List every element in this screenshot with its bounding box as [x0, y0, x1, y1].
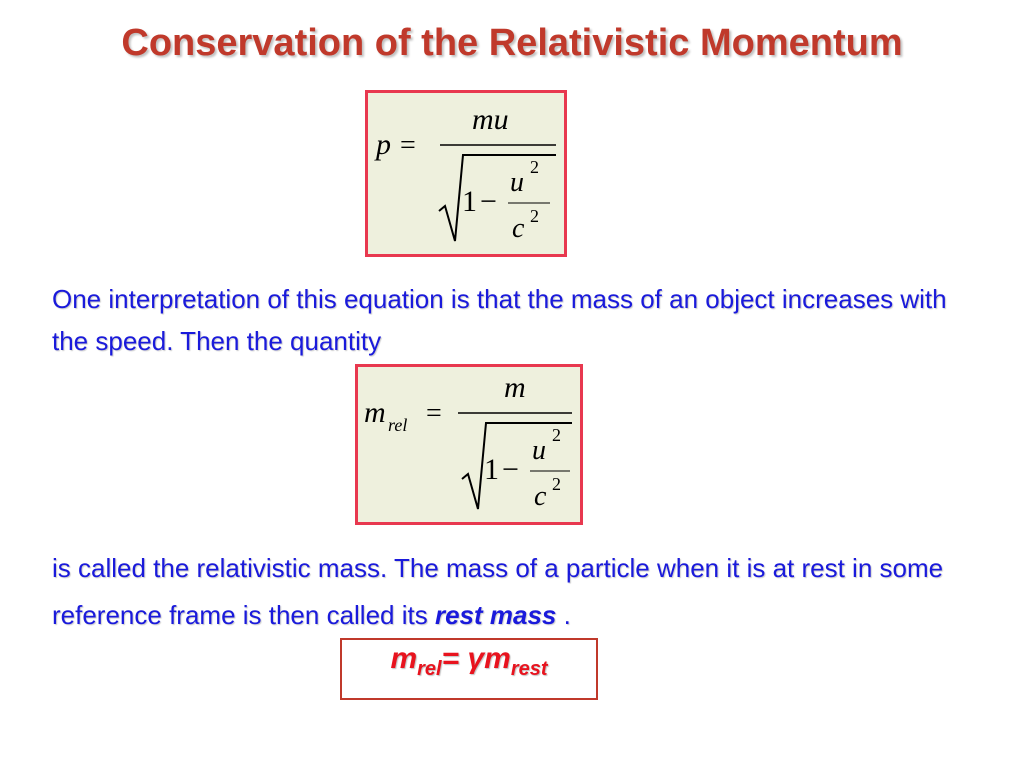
paragraph2-end: . — [556, 600, 571, 630]
paragraph-interpretation: One interpretation of this equation is that the mass of an object increases with the speed. Then the quantity — [52, 284, 947, 356]
eq1-u: u — [510, 167, 524, 198]
momentum-equation — [368, 93, 564, 254]
eq2-one: 1 — [484, 453, 499, 486]
paragraph-relativistic-mass — [52, 545, 992, 639]
eq2-u: u — [532, 435, 546, 466]
slide-title: Conservation of the Relativistic Momentum — [121, 22, 903, 64]
eq1-c: c — [512, 213, 525, 244]
rest-mass-term: rest mass — [434, 600, 557, 630]
eq1-minus: − — [480, 185, 497, 218]
eq2-lhs-sub: rel — [388, 415, 408, 435]
momentum-equation-box — [365, 90, 567, 257]
relativistic-mass-equation — [358, 367, 580, 522]
eq1-lhs: p — [376, 128, 391, 161]
relation-formula — [342, 642, 596, 681]
relation-box — [340, 638, 598, 700]
relation-equals-gamma-m: = γm — [441, 642, 511, 675]
relativistic-mass-equation-box — [355, 364, 583, 525]
eq1-c-exp: 2 — [530, 206, 539, 226]
eq1-numerator: mu — [472, 103, 509, 136]
eq2-c-exp: 2 — [552, 474, 561, 494]
eq2-numerator: m — [504, 371, 526, 404]
relation-sub-rel: rel — [417, 658, 442, 680]
relation-sub-rest: rest — [510, 658, 548, 680]
eq2-lhs: m — [364, 396, 386, 429]
eq1-u-exp: 2 — [530, 157, 539, 177]
eq2-u-exp: 2 — [552, 425, 561, 445]
relation-m: m — [390, 642, 418, 675]
eq2-minus: − — [502, 453, 519, 486]
paragraph2-text: is called the relativistic mass. The mass of a particle when it is at rest in some reference frame is then called its — [52, 553, 944, 630]
eq2-equals: = — [426, 398, 442, 429]
eq2-c: c — [534, 481, 547, 512]
eq1-equals: = — [400, 130, 416, 161]
eq1-one: 1 — [462, 185, 477, 218]
